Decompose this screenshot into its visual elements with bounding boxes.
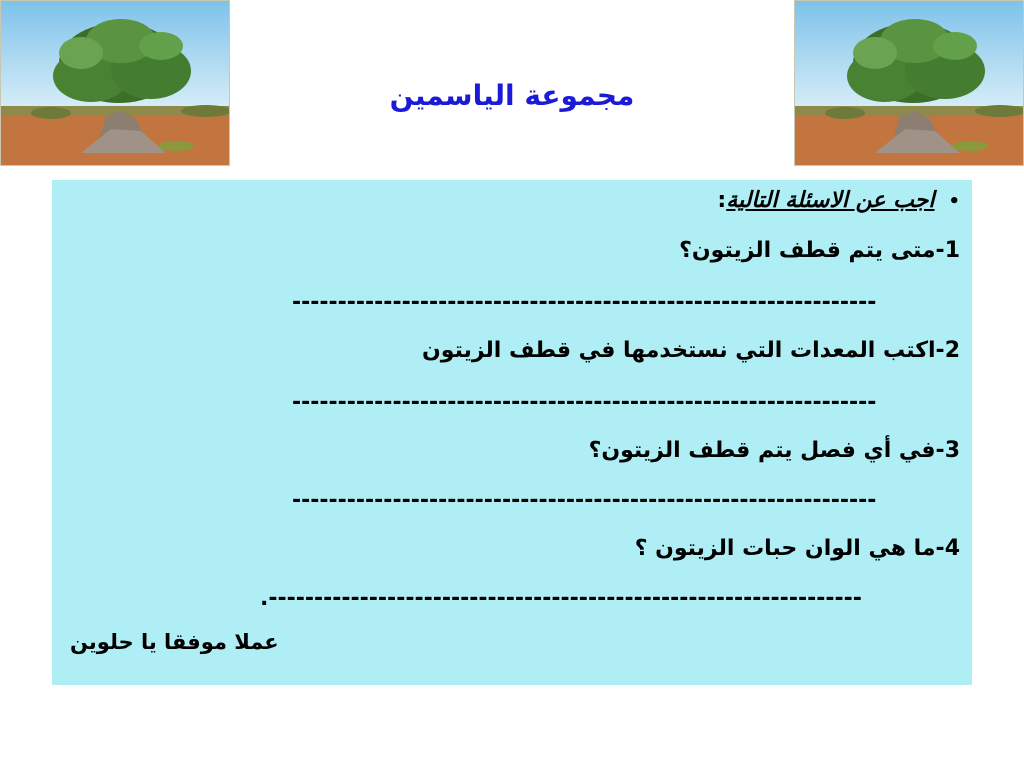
question-3: 3-في أي فصل يتم قطف الزيتون؟ [588,438,960,463]
question-2: 2-اكتب المعدات التي نستخدمها في قطف الزيتون [422,338,960,363]
answer-line-4: .----------------------------------------------------------------- [260,586,862,611]
answer-line-2: ---------------------------------------------------------------- [292,390,877,415]
closing-message: عملا موفقا يا حلوين [70,630,279,654]
instruction-row [64,188,960,213]
instruction-text: اجب عن الاسئلة التالية [726,188,935,213]
instruction-colon: : [717,188,727,213]
page-title: مجموعة الياسمين [389,79,635,112]
question-4: 4-ما هي الوان حبات الزيتون ؟ [634,536,960,561]
answer-line-3: ---------------------------------------------------------------- [292,488,877,513]
bullet-icon: • [948,191,960,212]
answer-line-1: ---------------------------------------------------------------- [292,290,877,315]
question-1: 1-متى يتم قطف الزيتون؟ [679,238,960,263]
olive-tree-image-right [794,0,1024,166]
question-panel [52,180,972,685]
olive-tree-image-left [0,0,230,166]
